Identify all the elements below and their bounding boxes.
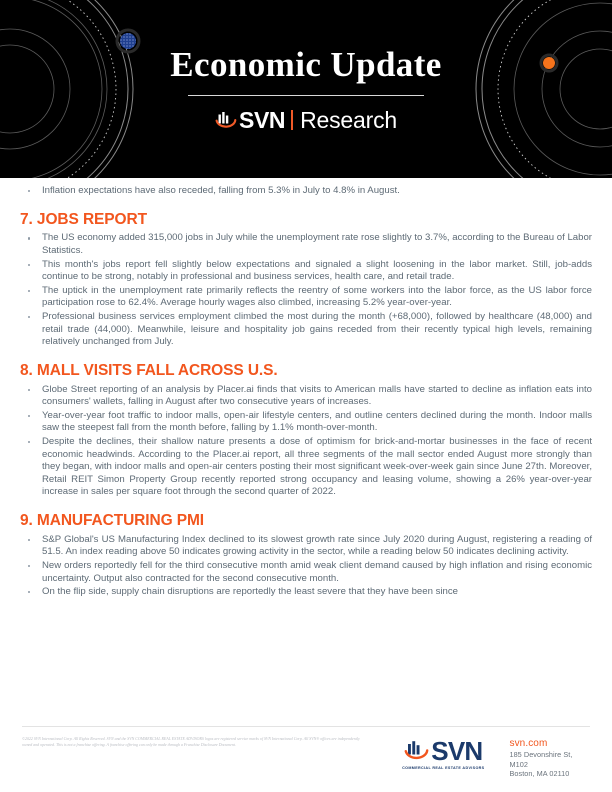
list-item: New orders reportedly fell for the third consecutive month amid weak client demand caused by high inflation and rising economic uncertainty. Output also contracted for the second consecutive month. (20, 560, 592, 585)
footer-divider (22, 726, 590, 727)
footer-address-line-1: 185 Devonshire St, M102 (509, 750, 573, 769)
svn-bar-chart-icon (404, 739, 429, 763)
list-item: Inflation expectations have also receded, falling from 5.3% in July to 4.8% in August. (20, 185, 592, 198)
section-heading-9: 9. MANUFACTURING PMI (20, 511, 205, 529)
research-wordmark: Research (300, 106, 397, 133)
lead-bullet-list (20, 185, 592, 198)
footer-contact-block (509, 738, 590, 779)
section-7-bullet-list (20, 232, 592, 348)
list-item: The uptick in the unemployment rate primarily reflects the reentry of some workers into the labor force, as the US labor force participation rose to 62.4%. Average hourly wages also climbed, increasing 5.2% year-over-year. (20, 285, 592, 310)
page-title: Economic Update (170, 44, 442, 84)
title-divider (188, 95, 424, 96)
page-footer (0, 726, 612, 792)
logo-divider (291, 110, 293, 130)
footer-svn-logo (393, 738, 493, 770)
footer-svn-wordmark: SVN (431, 736, 483, 766)
section-9-bullet-list (20, 534, 592, 599)
header-banner (0, 0, 612, 178)
list-item: Professional business services employment climbed the most during the month (+68,000), followed by healthcare (48,000) and retail trade (44,000). Meanwhile, leisure and hospitality job gains receded from their recently typical high levels, remaining relatively unchanged from July. (20, 311, 592, 349)
list-item: S&P Global's US Manufacturing Index declined to its slowest growth rate since July 2020 during August, registering a reading of 51.5. An index reading above 50 indicates growing activity in the sector, while a reading below 50 indicates declining activity. (20, 534, 592, 559)
svn-research-logo (215, 106, 397, 133)
list-item: On the flip side, supply chain disruptions are reportedly the least severe that they have been since (20, 586, 592, 599)
section-heading-7: 7. JOBS REPORT (20, 210, 147, 228)
list-item: Year-over-year foot traffic to indoor malls, open-air lifestyle centers, and outline centers declined during the month. Indoor malls saw the steepest fall from the month before, falling by 1.1% month-over-month. (20, 410, 592, 435)
svn-wordmark: SVN (239, 106, 286, 133)
banner-center-block (0, 0, 612, 178)
footer-address-line-2: Boston, MA 02110 (509, 769, 570, 779)
svn-bar-chart-icon (215, 110, 237, 131)
section-8-bullet-list (20, 384, 592, 499)
list-item: Despite the declines, their shallow nature presents a dose of optimism for brick-and-mortar businesses in the face of recent economic headwinds. According to the Placer.ai report, all three segments of the mall sector ended August more strongly than they began, with indoor malls and open-air centers posting their most significant week-over-week gain since June 27th. Moreover, Retail REIT Simon Property Group recently reported strong occupancy and leasing volume, showing a 26% year-over-year increase in sales per square foot through the second quarter of 2022. (20, 436, 592, 499)
section-heading-8: 8. MALL VISITS FALL ACROSS U.S. (20, 361, 278, 379)
list-item: Globe Street reporting of an analysis by Placer.ai finds that visits to American malls have started to decline as inflation eats into consumers' wallets, falling in August after two consecutive years of increases. (20, 384, 592, 409)
document-body (0, 178, 612, 600)
footer-legal-text: ©2022 SVN International Corp. All Rights Reserved. SVN and the SVN COMMERCIAL REAL ESTATE ADVISORS logos are registered service marks of SVN International Corp. All SVN® offices are independently owned and operated. This is not a franchise offering. A franchise offering can only be made through a Franchise Disclosure Document. (22, 737, 360, 747)
list-item: This month's jobs report fell slightly below expectations and signaled a slight loosening in the labor market. Still, job-adds continue to be strong, notably in professional and business services, health care, and retail trade. (20, 259, 592, 284)
footer-website-link[interactable]: svn.com (509, 738, 548, 749)
footer-logo-tagline: COMMERCIAL REAL ESTATE ADVISORS (402, 766, 485, 770)
list-item: The US economy added 315,000 jobs in July while the unemployment rate rose slightly to 3.7%, according to the Bureau of Labor Statistics. (20, 232, 592, 257)
